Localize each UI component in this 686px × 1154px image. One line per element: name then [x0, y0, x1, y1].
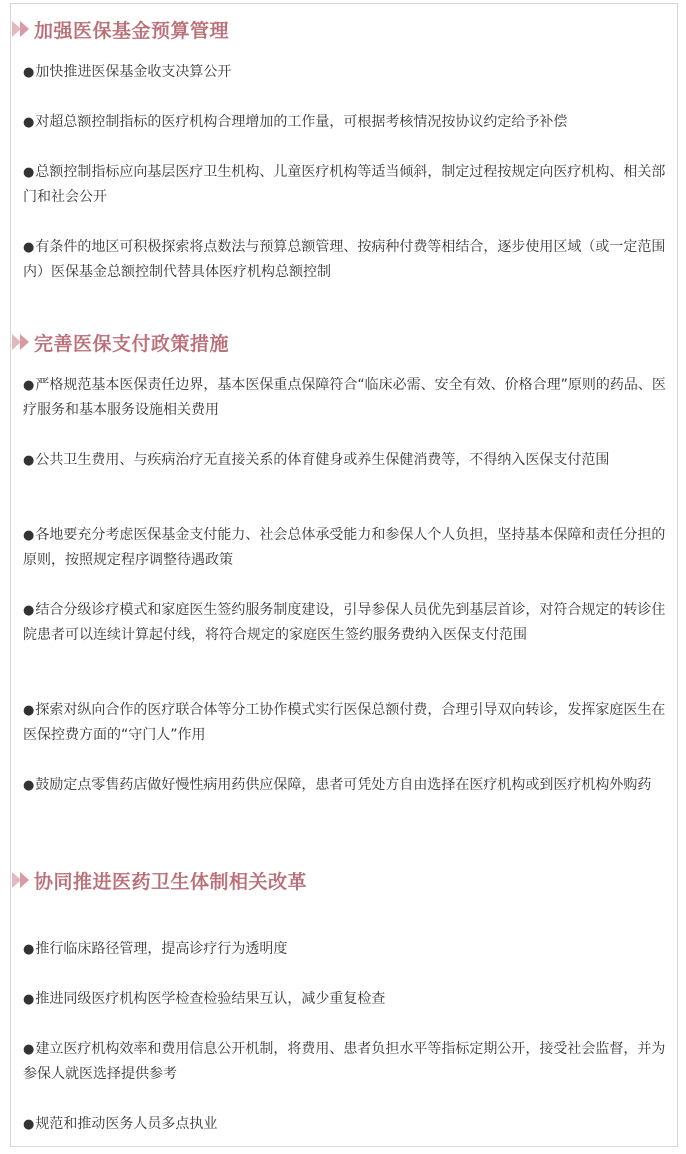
list-item: ●推进同级医疗机构医学检查检验结果互认，减少重复检查 [23, 991, 386, 1007]
section-title-text: 加强医保基金预算管理 [34, 19, 230, 42]
section-title-payment [12, 327, 229, 357]
list-item: ●推行临床路径管理，提高诊疗行为透明度 [23, 941, 288, 957]
list-item: ●严格规范基本医保责任边界，基本医保重点保障符合“临床必需、安全有效、价格合理”原则的药品、医疗服务和基本服务设施相关费用 [23, 377, 666, 418]
list-item: ●建立医疗机构效率和费用信息公开机制，将费用、患者负担水平等指标定期公开，接受社会监督，并为参保人就医选择提供参考 [23, 1041, 666, 1082]
double-arrow-icon [12, 331, 32, 353]
list-item: ●探索对纵向合作的医疗联合体等分工协作模式实行医保总额付费，合理引导双向转诊，发挥家庭医生在医保控费方面的“守门人”作用 [23, 702, 666, 743]
list-item: ●公共卫生费用、与疾病治疗无直接关系的体育健身或养生保健消费等，不得纳入医保支付范围 [23, 452, 610, 468]
list-item: ●规范和推动医务人员多点执业 [23, 1116, 218, 1132]
content-frame [10, 3, 678, 1147]
double-arrow-icon [12, 18, 32, 40]
section-title-budget [12, 14, 229, 44]
section-title-reform [12, 865, 307, 895]
section-title-text: 完善医保支付政策措施 [34, 332, 230, 355]
list-item: ●有条件的地区可积极探索将点数法与预算总额管理、按病种付费等相结合，逐步使用区域（或一定范围内）医保基金总额控制代替具体医疗机构总额控制 [23, 239, 666, 280]
list-item: ●加快推进医保基金收支决算公开 [23, 64, 232, 80]
list-item: ●各地要充分考虑医保基金支付能力、社会总体承受能力和参保人个人负担，坚持基本保障和责任分担的原则，按照规定程序调整待遇政策 [23, 527, 666, 568]
list-item: ●结合分级诊疗模式和家庭医生签约服务制度建设，引导参保人员优先到基层首诊，对符合规定的转诊住院患者可以连续计算起付线，将符合规定的家庭医生签约服务费纳入医保支付范围 [23, 602, 666, 643]
double-arrow-icon [12, 869, 32, 891]
list-item: ●对超总额控制指标的医疗机构合理增加的工作量，可根据考核情况按协议约定给予补偿 [23, 114, 568, 130]
section-title-text: 协同推进医药卫生体制相关改革 [34, 870, 308, 893]
list-item: ●总额控制指标应向基层医疗卫生机构、儿童医疗机构等适当倾斜，制定过程按规定向医疗机构、相关部门和社会公开 [23, 164, 666, 205]
list-item: ●鼓励定点零售药店做好慢性病用药供应保障，患者可凭处方自由选择在医疗机构或到医疗机构外购药 [23, 777, 652, 793]
